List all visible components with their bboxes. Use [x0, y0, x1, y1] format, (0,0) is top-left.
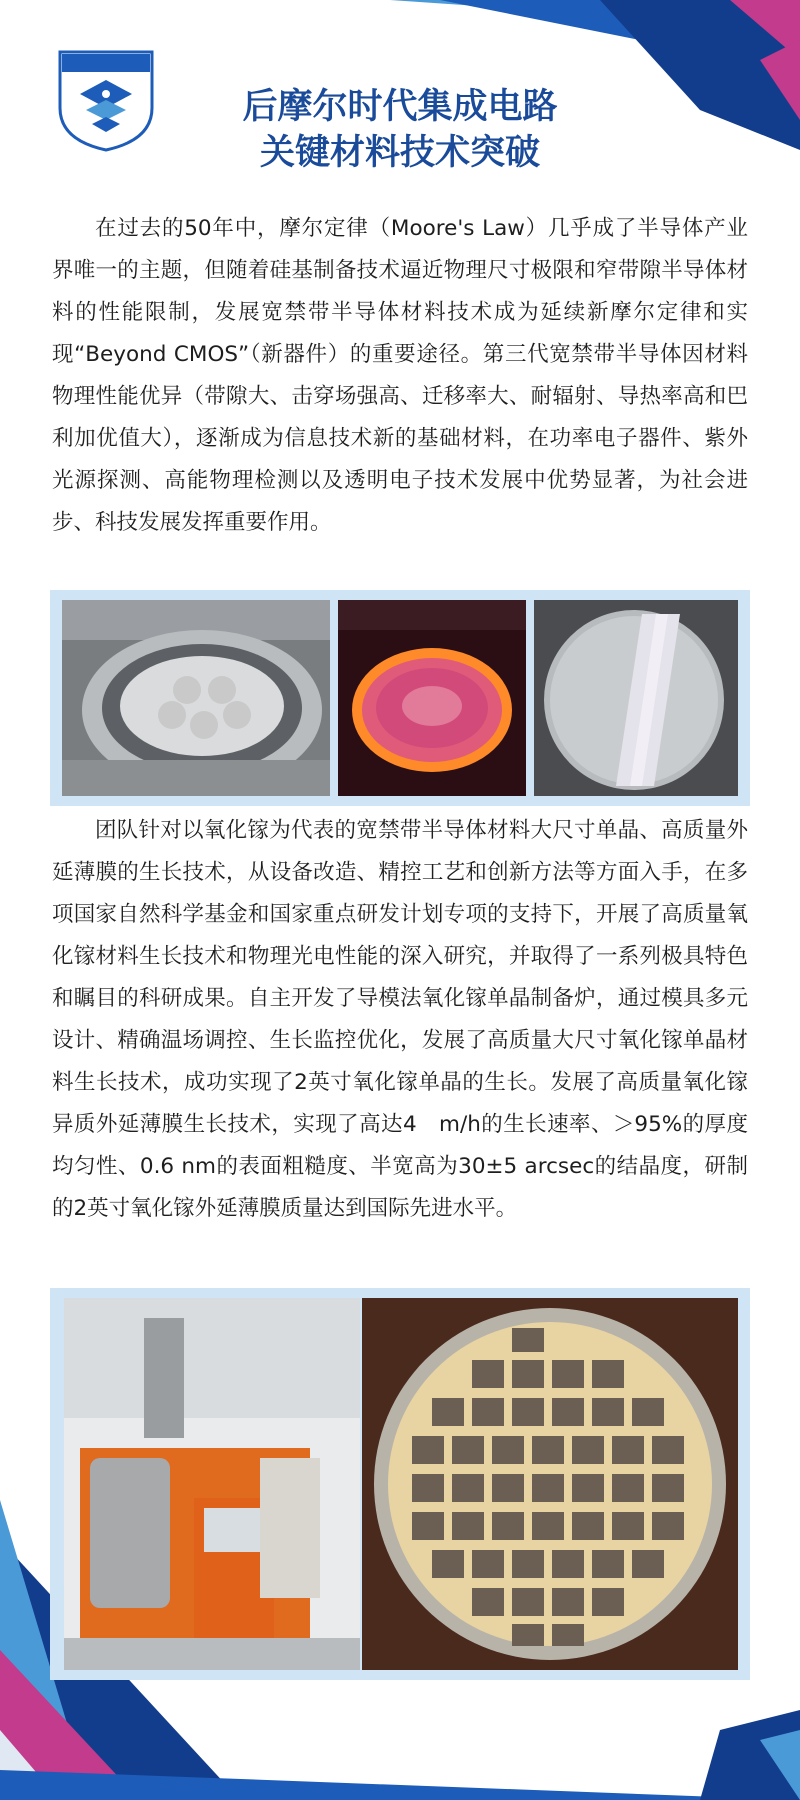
title-line-1: 后摩尔时代集成电路 [242, 87, 558, 127]
research-paragraph: 团队针对以氧化镓为代表的宽禁带半导体材料大尺寸单晶、高质量外延薄膜的生长技术，从设备改造、精控工艺和创新方法等方面入手，在多项国家自然科学基金和国家重点研发计划专项的支持下，开展了高质量氧化镓材料生长技术和物理光电性能的深入研究，并取得了一系列极具特色和瞩目的科研成果。自主开发了导模法氧化镓单晶制备炉，通过模具多元设计、精确温场调控、生长监控优化，发展了高质量大尺寸氧化镓单晶材料生长技术，成功实现了2英寸氧化镓单晶的生长。发展了高质量氧化镓异质外延薄膜生长技术，实现了高达4 m/h的生长速率、＞95%的厚度均匀性、0.6 nm的表面粗糙度、半宽高为30±5 arcsec的结晶度，研制的2英寸氧化镓外延薄膜质量达到国际先进水平。 [52, 818, 748, 1221]
university-logo [56, 48, 156, 152]
photo-strip-results [50, 1288, 750, 1680]
intro-paragraph: 在过去的50年中，摩尔定律（Moore's Law）几乎成了半导体产业界唯一的主题，但随着硅基制备技术逼近物理尺寸极限和窄带隙半导体材料的性能限制，发展宽禁带半导体材料技术成为延续新摩尔定律和实现“Beyond CMOS”（新器件）的重要途径。第三代宽禁带半导体因材料物理性能优异（带隙大、击穿场强高、迁移率大、耐辐射、导热率高和巴利加优值大），逐渐成为信息技术新的基础材料，在功率电子器件、紫外光源探测、高能物理检测以及透明电子技术发展中优势显著，为社会进步、科技发展发挥重要作用。 [52, 216, 748, 535]
photo-strip-equipment [50, 590, 750, 806]
crystal-furnace-photo [64, 1298, 360, 1670]
wafer-photo [534, 600, 738, 796]
epitaxial-wafer-devices-photo [362, 1298, 738, 1670]
page-title [190, 84, 610, 176]
title-line-2: 关键材料技术突破 [259, 133, 540, 173]
deposition-chamber-photo [62, 600, 330, 796]
heated-crucible-photo [338, 600, 526, 796]
